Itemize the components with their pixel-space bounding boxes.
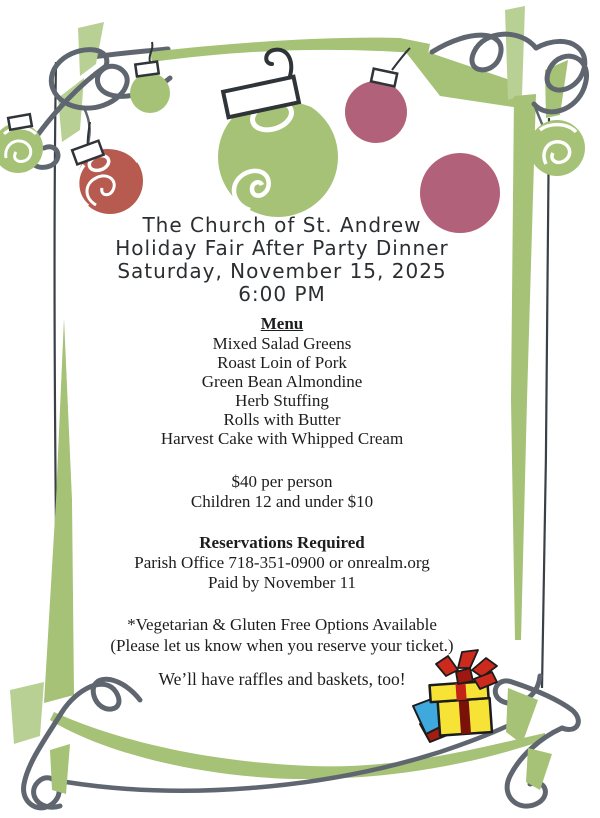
note-dietary-options: *Vegetarian & Gluten Free Options Available <box>127 615 437 634</box>
ornament-red <box>72 122 143 214</box>
menu-item: Green Bean Almondine <box>201 372 363 391</box>
price-adult: $40 per person <box>231 472 333 491</box>
flyer-content <box>86 214 478 689</box>
ornament-green-right-edge <box>529 120 585 176</box>
menu-list <box>86 334 478 448</box>
menu-item: Rolls with Butter <box>223 410 341 429</box>
right-border <box>511 94 549 688</box>
event-title <box>86 214 478 306</box>
menu-item: Roast Loin of Pork <box>217 353 347 372</box>
title-line-event: Holiday Fair After Party Dinner <box>115 236 449 260</box>
ornament-maroon-small <box>345 48 410 143</box>
reservations-heading: Reservations Required <box>199 533 365 552</box>
reservations-contact: Parish Office 718-351-0900 or onrealm.org <box>134 553 430 572</box>
menu-heading: Menu <box>260 314 304 333</box>
raffles-note: We’ll have raffles and baskets, too! <box>158 669 406 689</box>
menu-item: Herb Stuffing <box>235 391 329 410</box>
title-line-date: Saturday, November 15, 2025 <box>117 259 447 283</box>
ornament-green-large <box>215 50 338 217</box>
menu-item: Harvest Cake with Whipped Cream <box>160 429 404 448</box>
menu-item: Mixed Salad Greens <box>212 334 352 353</box>
reservations-deadline: Paid by November 11 <box>207 573 357 592</box>
notes-block <box>86 614 478 656</box>
ornament-green-left-edge <box>0 114 43 173</box>
price-children: Children 12 and under $10 <box>190 492 374 511</box>
reservations-block <box>86 533 478 593</box>
note-reserve-reminder: (Please let us know when you reserve your ticket.) <box>110 636 454 655</box>
title-line-time: 6:00 PM <box>238 282 326 306</box>
pricing-block <box>86 472 478 512</box>
title-line-church: The Church of St. Andrew <box>142 213 422 237</box>
